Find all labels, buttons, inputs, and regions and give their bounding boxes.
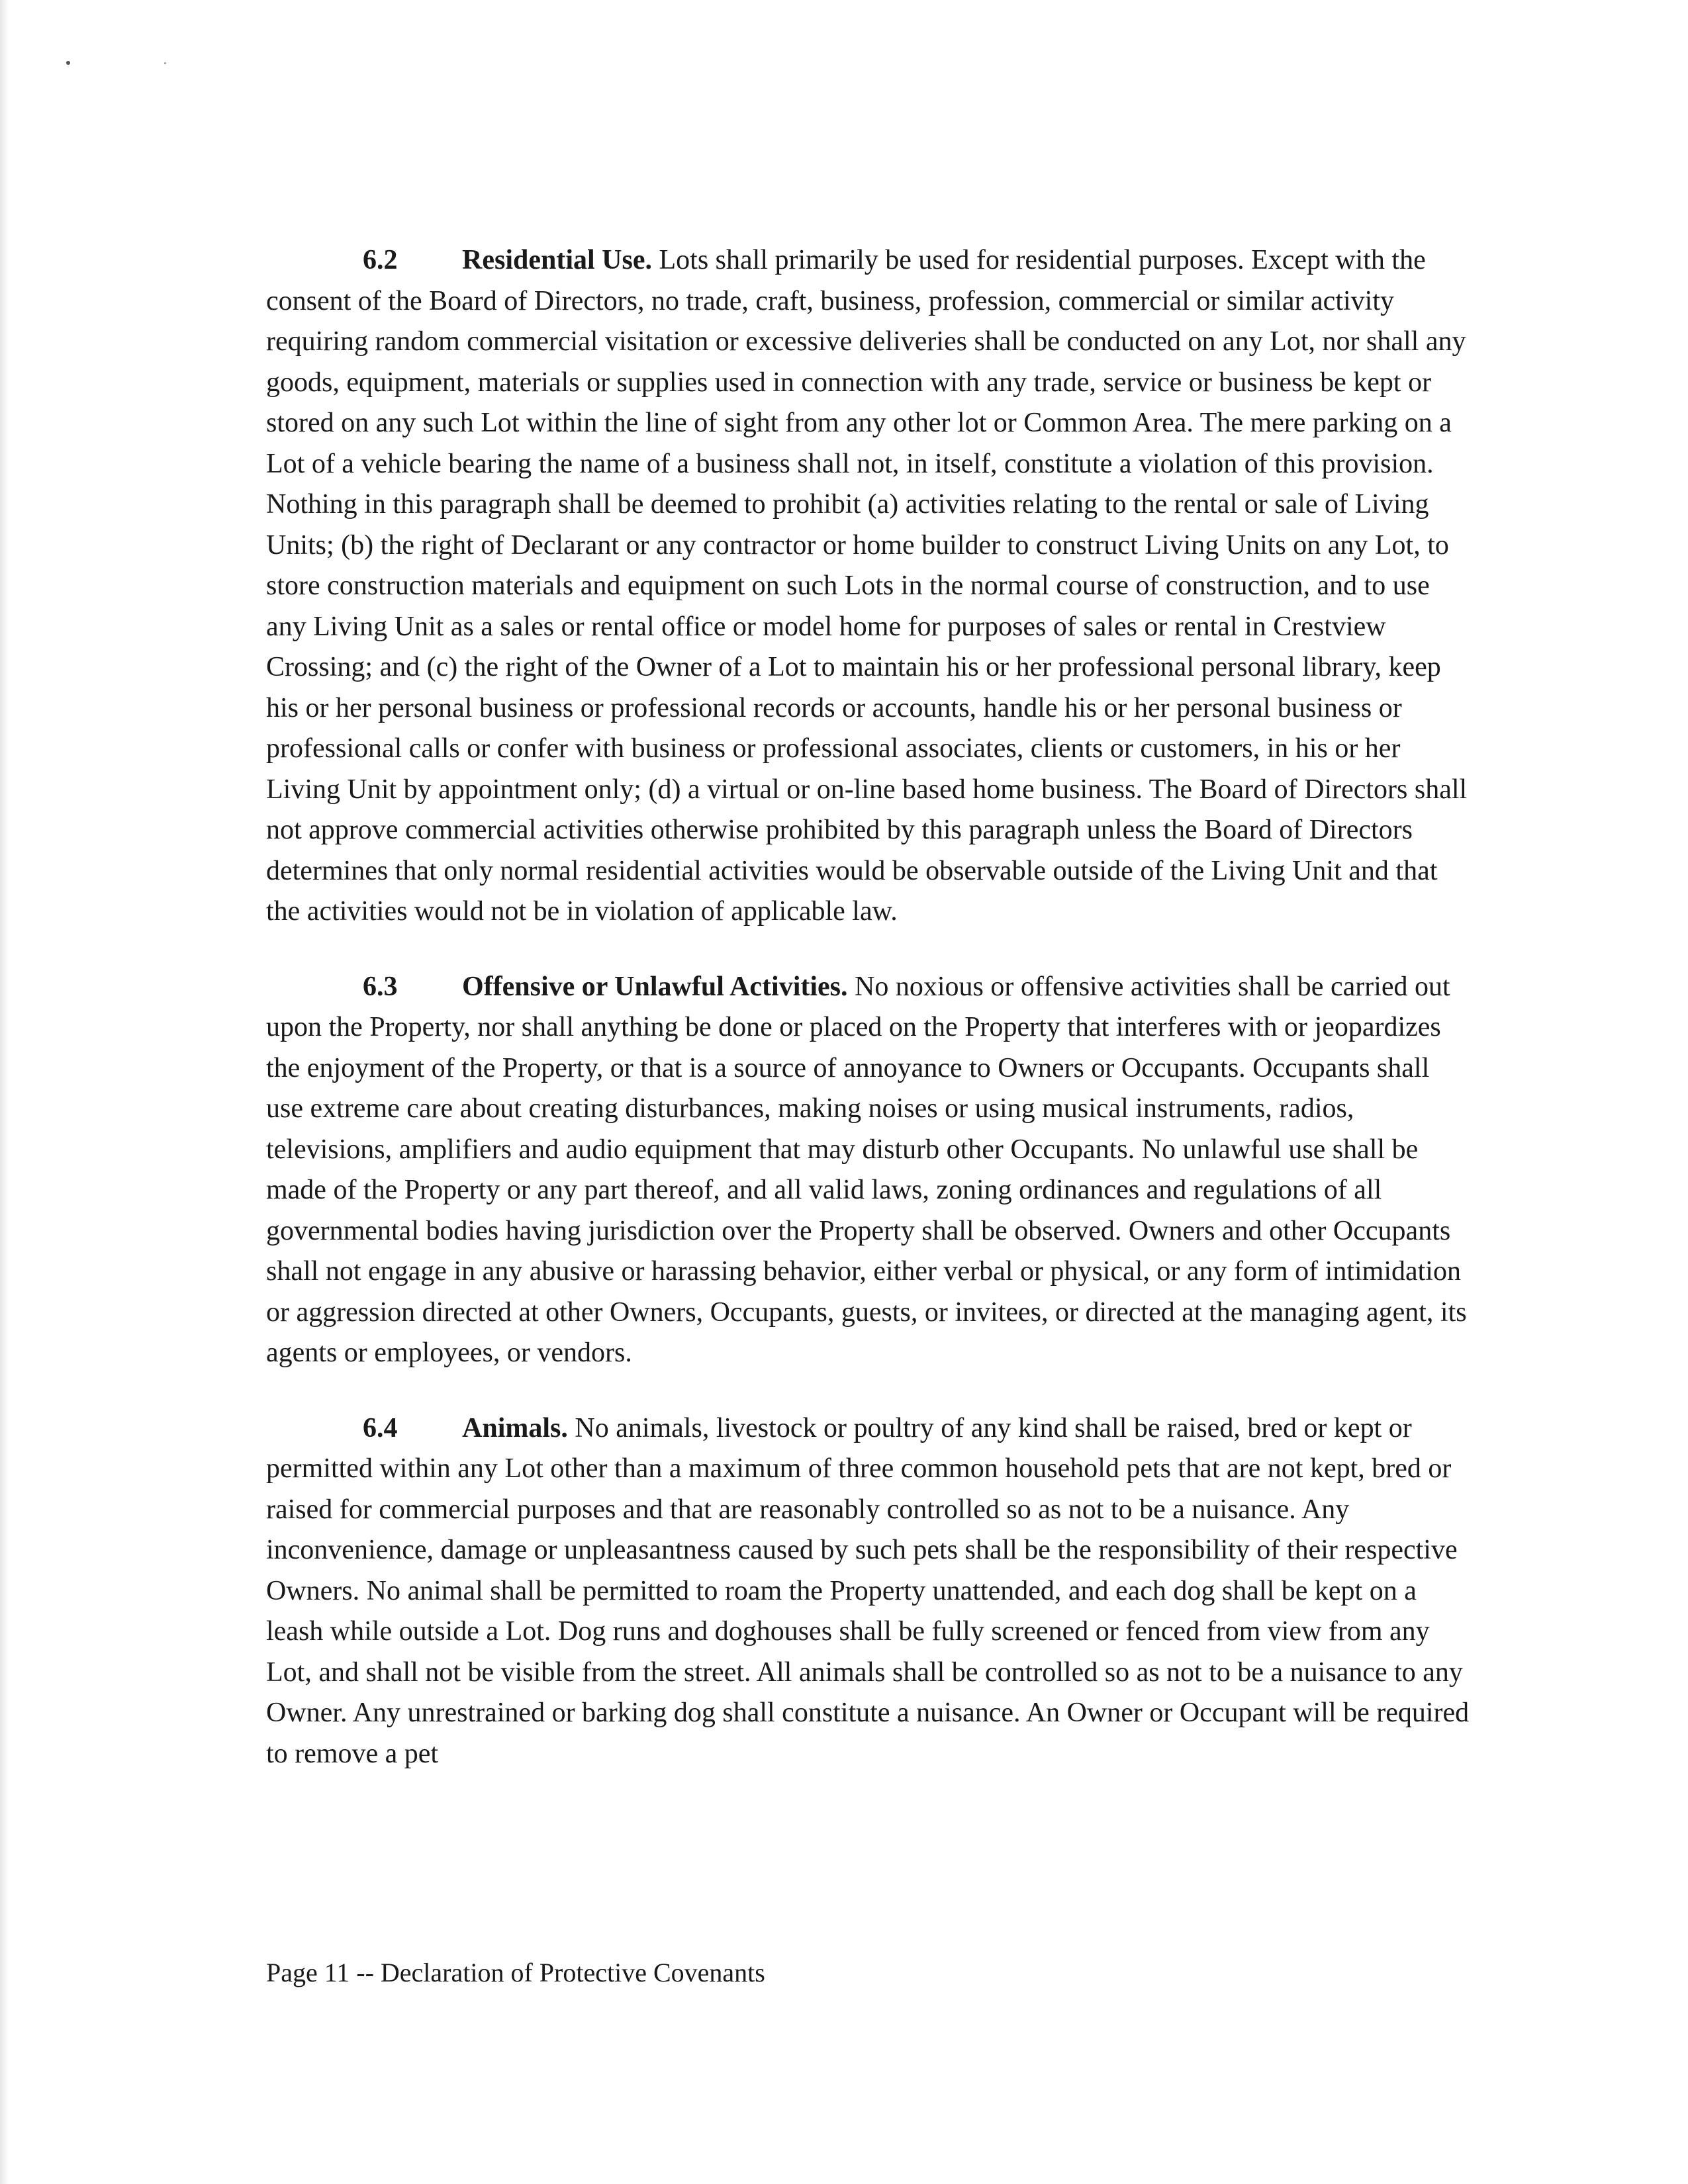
section-paragraph — [266, 967, 1470, 1374]
section-6-4 — [266, 1408, 1470, 1775]
section-heading: Residential Use. — [462, 245, 652, 275]
scan-edge — [0, 0, 9, 2184]
section-6-3 — [266, 967, 1470, 1374]
scan-speck — [164, 62, 166, 64]
scan-speck — [66, 61, 70, 65]
section-number: 6.3 — [363, 971, 398, 1002]
section-6-2 — [266, 240, 1470, 933]
document-body — [266, 240, 1470, 1809]
section-text: No noxious or offensive activities shall be carried out upon the Property, nor shall anything be done or placed on the Property that interferes with or jeopardizes the enjoyment of the Property, or that is a source of annoyance to Owners or Occupants. Occupants shall use extreme care about creating disturbances, making noises or using musical instruments, radios, televisions, amplifiers and audio equipment that may disturb other Occupants. No unlawful use shall be made of the Property or any part thereof, and all valid laws, zoning ordinances and regulations of all governmental bodies having jurisdiction over the Property shall be observed. Owners and other Occupants shall not engage in any abusive or harassing behavior, either verbal or physical, or any form of intimidation or aggression directed at other Owners, Occupants, guests, or invitees, or directed at the managing agent, its agents or employees, or vendors. — [266, 971, 1467, 1368]
section-number: 6.2 — [363, 245, 398, 275]
section-number: 6.4 — [363, 1412, 398, 1443]
section-heading: Animals. — [462, 1412, 568, 1443]
section-paragraph — [266, 240, 1470, 933]
section-text: No animals, livestock or poultry of any kind shall be raised, bred or kept or permitted within any Lot other than a maximum of three common household pets that are not kept, bred or raised for commercial purposes and that are reasonably controlled so as not to be a nuisance. Any inconvenience, damage or unpleasantness caused by such pets shall be the responsibility of their respective Owners. No animal shall be permitted to roam the Property unattended, and each dog shall be kept on a leash while outside a Lot. Dog runs and doghouses shall be fully screened or fenced from view from any Lot, and shall not be visible from the street. All animals shall be controlled so as not to be a nuisance to any Owner. Any unrestrained or barking dog shall constitute a nuisance. An Owner or Occupant will be required to remove a pet — [266, 1412, 1470, 1769]
section-heading: Offensive or Unlawful Activities. — [462, 971, 848, 1002]
page-footer: Page 11 -- Declaration of Protective Covenants — [266, 1958, 765, 1987]
section-paragraph — [266, 1408, 1470, 1775]
section-text: Lots shall primarily be used for residential purposes. Except with the consent of the Board of Directors, no trade, craft, business, profession, commercial or similar activity requiring random commercial visitation or excessive deliveries shall be conducted on any Lot, nor shall any goods, equipment, materials or supplies used in connection with any trade, service or business be kept or stored on any such Lot within the line of sight from any other lot or Common Area. The mere parking on a Lot of a vehicle bearing the name of a business shall not, in itself, constitute a violation of this provision. Nothing in this paragraph shall be deemed to prohibit (a) activities relating to the rental or sale of Living Units; (b) the right of Declarant or any contractor or home builder to construct Living Units on any Lot, to store construction materials and equipment on such Lots in the normal course of construction, and to use any Living Unit as a sales or rental office or model home for purposes of sales or rental in Crestview Crossing; and (c) the right of the Owner of a Lot to maintain his or her professional personal library, keep his or her personal business or professional records or accounts, handle his or her personal business or professional calls or confer with business or professional associates, clients or customers, in his or her Living Unit by appointment only; (d) a virtual or on-line based home business. The Board of Directors shall not approve commercial activities otherwise prohibited by this paragraph unless the Board of Directors determines that only normal residential activities would be observable outside of the Living Unit and that the activities would not be in violation of applicable law. — [266, 245, 1468, 927]
